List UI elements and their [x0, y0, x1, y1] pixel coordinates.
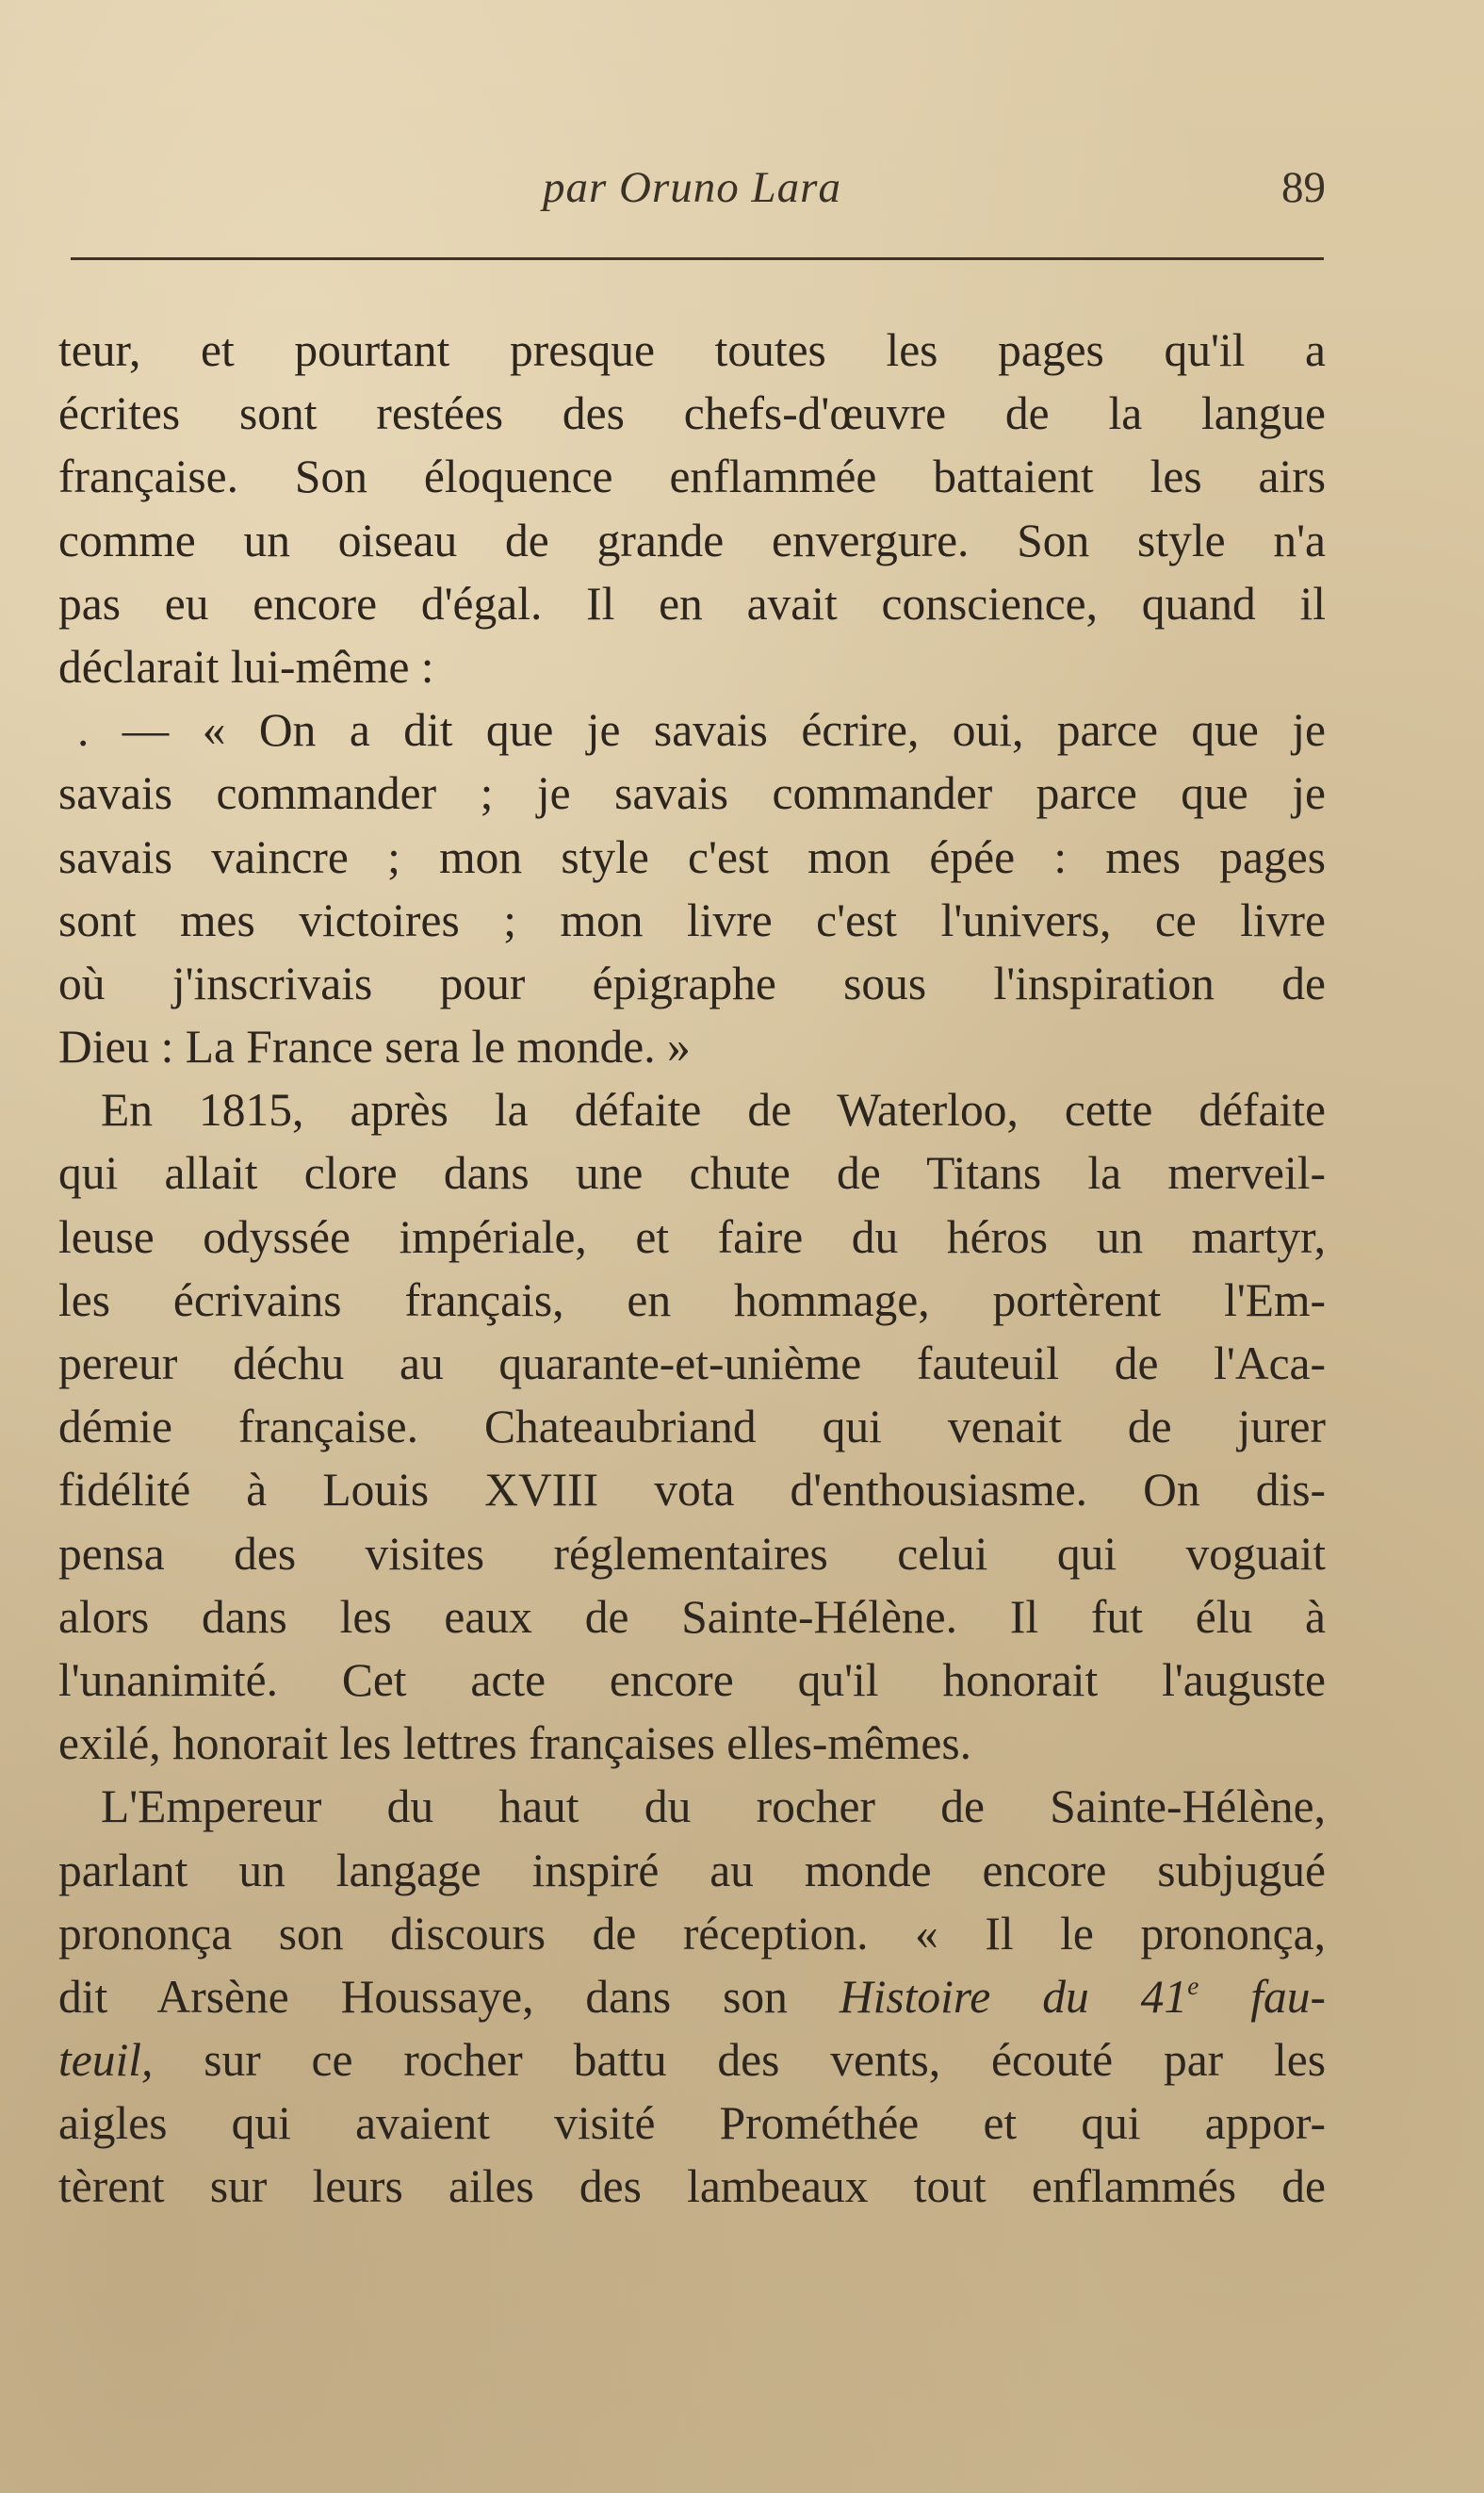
text-line-with-title	[58, 2028, 1326, 2091]
text-line: savais vaincre ; mon style c'est mon épée : mes pages	[58, 830, 1326, 883]
text-line: savais commander ; je savais commander parce que je	[58, 767, 1326, 820]
text-line-with-title	[58, 1965, 1326, 2028]
header-title: par Oruno Lara	[543, 163, 841, 212]
ordinal-superscript: e	[1187, 1971, 1199, 2000]
text-line: leuse odyssée impériale, et faire du héros un martyr,	[58, 1210, 1326, 1263]
text-line: déclarait lui-même :	[58, 640, 434, 693]
text-line: En 1815, après la défaite de Waterloo, cette défaite	[101, 1084, 1326, 1137]
text-line: exilé, honorait les lettres françaises elles-mêmes.	[58, 1717, 971, 1770]
text-line: pas eu encore d'égal. Il en avait conscience, quand il	[58, 577, 1326, 630]
text-line: écrites sont restées des chefs-d'œuvre de la langue	[58, 387, 1326, 440]
text-fragment: dit Arsène Houssaye, dans son	[58, 1970, 840, 2023]
body-text	[58, 319, 1326, 2219]
text-line: fidélité à Louis XVIII vota d'enthousiasme. On dis-	[58, 1464, 1326, 1517]
text-fragment: sur ce rocher battu des vents, écouté par les	[153, 2034, 1326, 2087]
text-line: française. Son éloquence enflammée battaient les airs	[58, 451, 1326, 503]
text-line: démie française. Chateaubriand qui venait de jurer	[58, 1401, 1326, 1453]
book-title-continued: fau-	[1199, 1970, 1326, 2023]
text-line: parlant un langage inspiré au monde encore subjugué	[58, 1844, 1326, 1896]
book-title-text: Histoire du 41	[839, 1970, 1188, 2023]
text-line: comme un oiseau de grande envergure. Son style n'a	[58, 514, 1326, 566]
text-line: sont mes victoires ; mon livre c'est l'univers, ce livre	[58, 894, 1326, 946]
text-line: teur, et pourtant presque toutes les pages qu'il a	[58, 324, 1326, 376]
text-line: pereur déchu au quarante-et-unième fauteuil de l'Aca-	[58, 1337, 1326, 1389]
page-number: 89	[1281, 163, 1326, 212]
text-line: alors dans les eaux de Sainte-Hélène. Il fut élu à	[58, 1590, 1326, 1643]
text-line: les écrivains français, en hommage, portèrent l'Em-	[58, 1273, 1326, 1326]
text-line: L'Empereur du haut du rocher de Sainte-Hélène,	[101, 1780, 1326, 1833]
text-line: qui allait clore dans une chute de Titans la merveil-	[58, 1147, 1326, 1200]
text-line: où j'inscrivais pour épigraphe sous l'inspiration de	[58, 957, 1326, 1009]
text-line: tèrent sur leurs ailes des lambeaux tout enflammés de	[58, 2160, 1326, 2213]
text-line: . — « On a dit que je savais écrire, oui, parce que je	[77, 704, 1326, 757]
running-header	[58, 162, 1326, 228]
text-line: prononça son discours de réception. « Il le prononça,	[58, 1907, 1326, 1960]
text-line: l'unanimité. Cet acte encore qu'il honorait l'auguste	[58, 1653, 1326, 1706]
text-line: Dieu : La France sera le monde. »	[58, 1021, 691, 1074]
text-line: aigles qui avaient visité Prométhée et qui appor-	[58, 2097, 1326, 2150]
book-title	[840, 1971, 1326, 2023]
header-rule	[71, 257, 1324, 260]
text-line: pensa des visites réglementaires celui qui voguait	[58, 1527, 1326, 1580]
book-title-end: teuil,	[58, 2034, 154, 2087]
